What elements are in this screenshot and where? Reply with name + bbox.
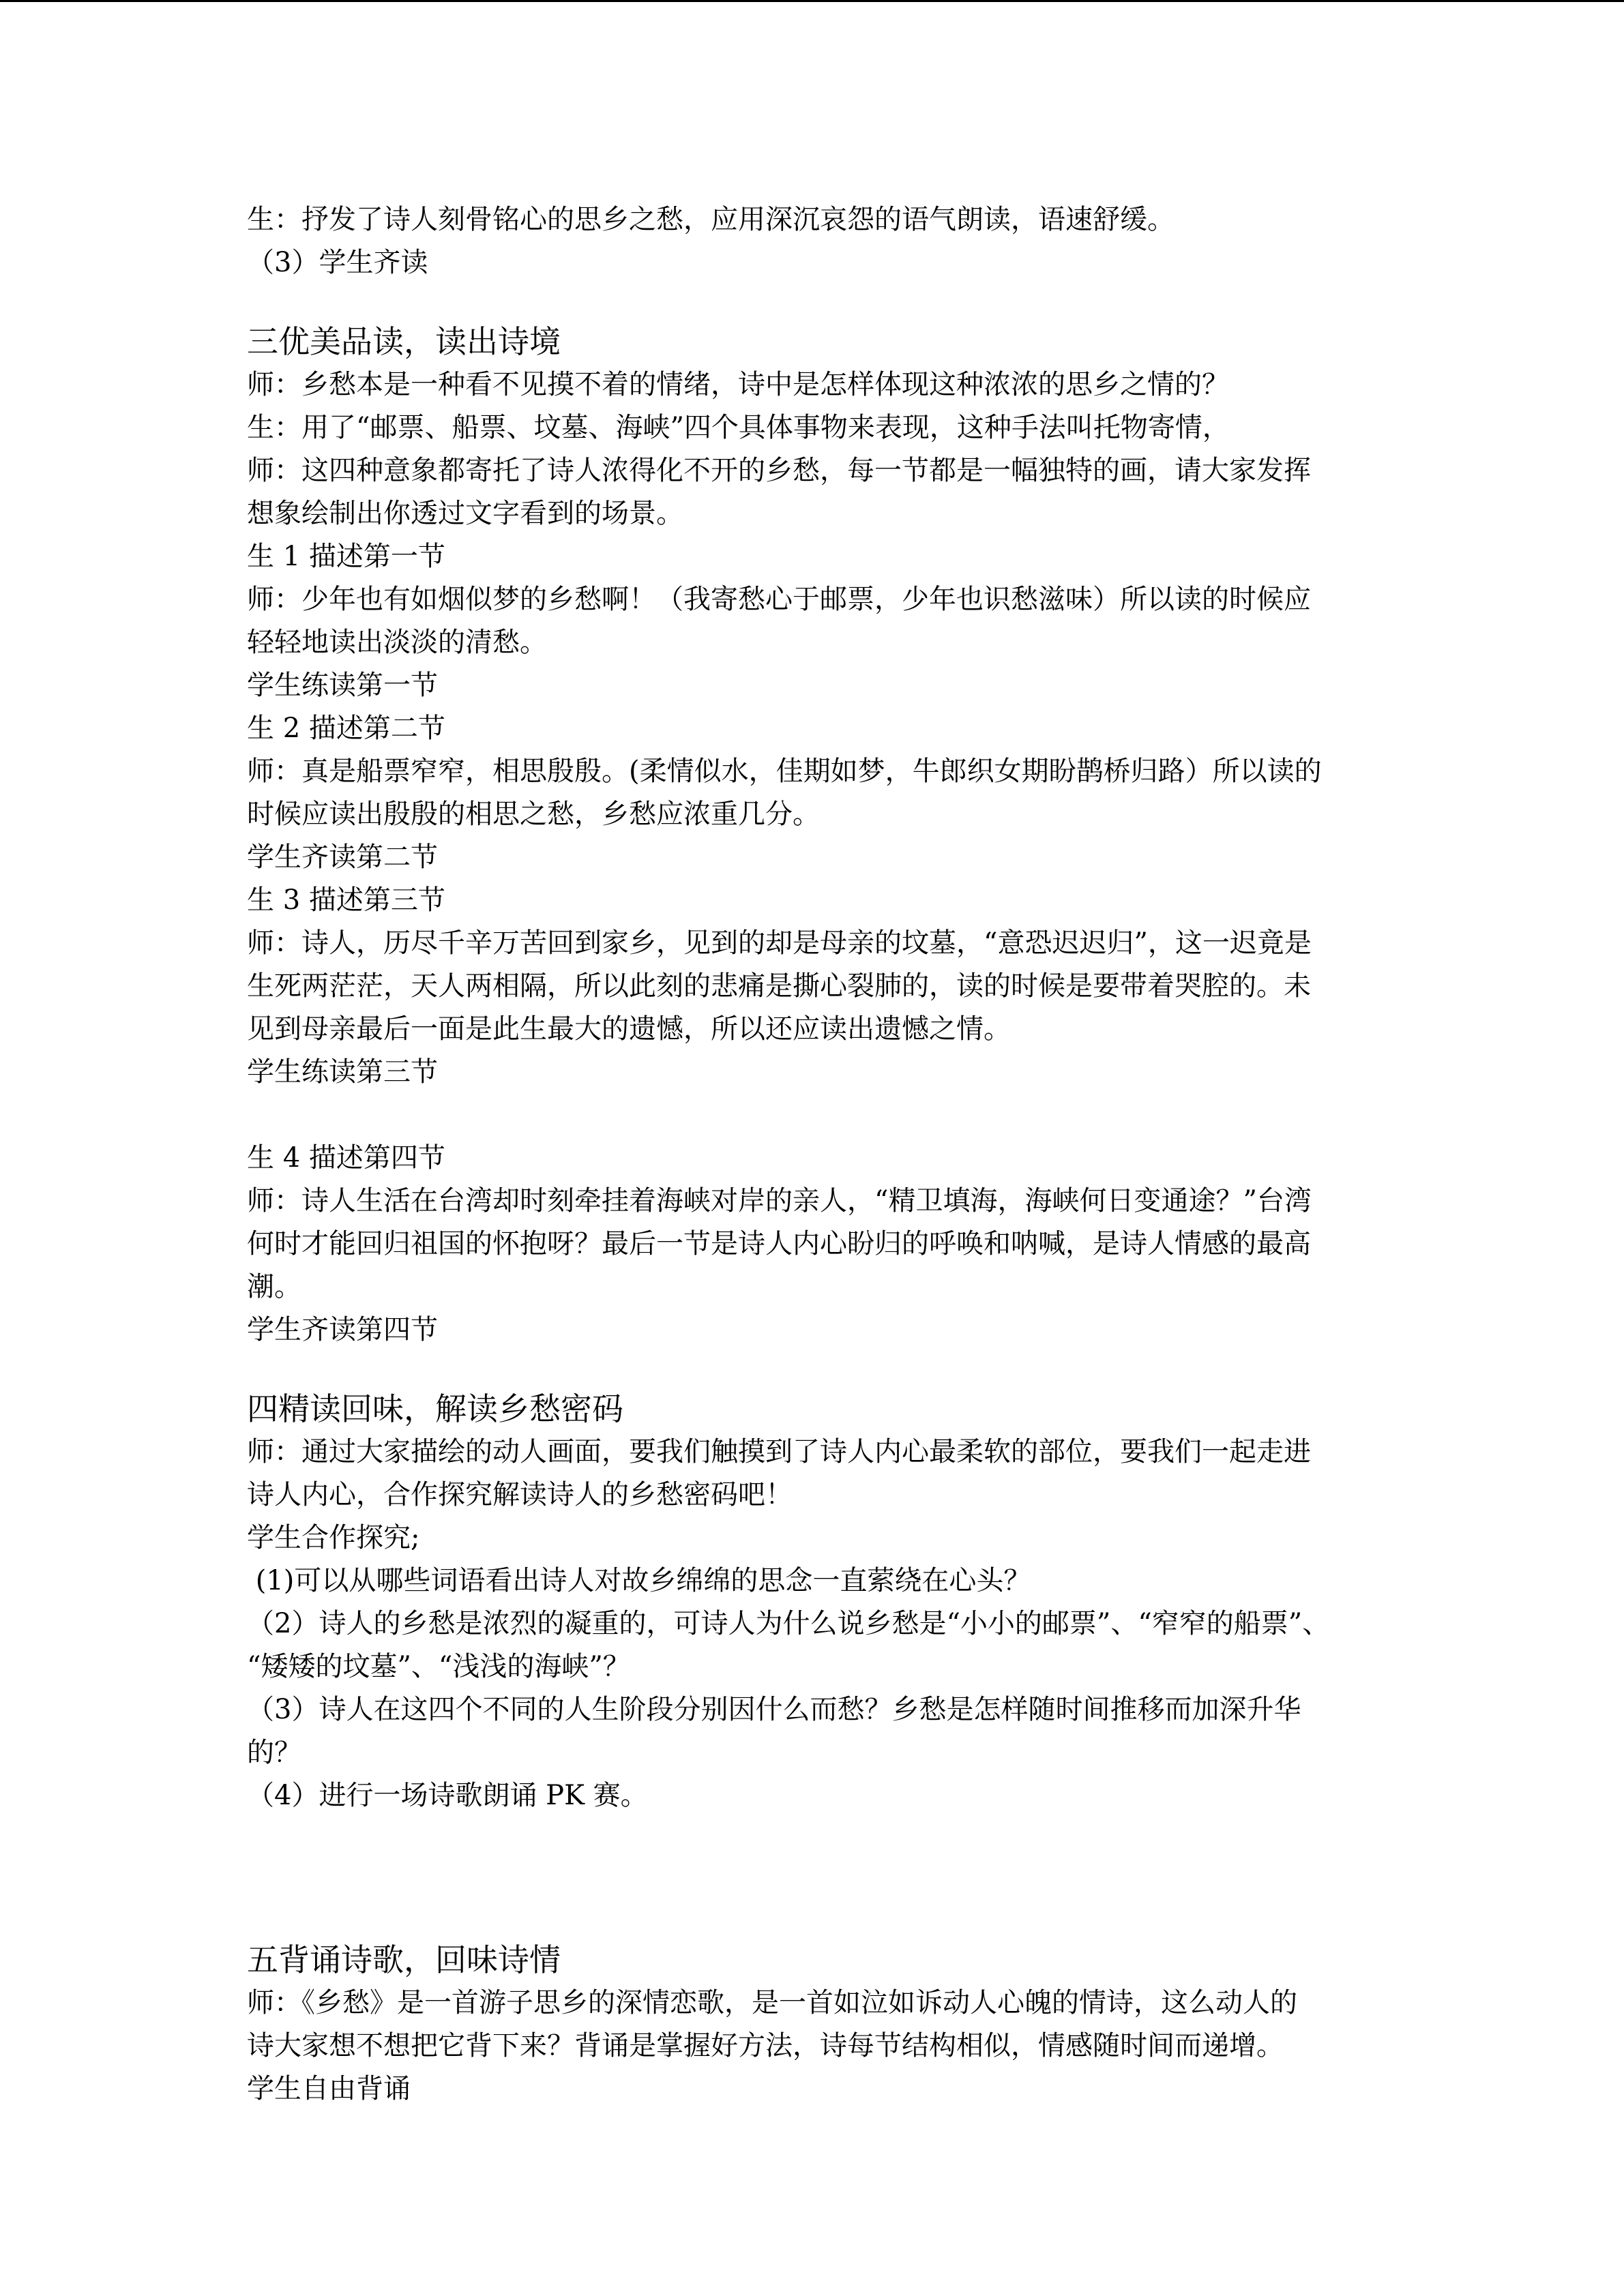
student-describe-line: 生 1 描述第一节 <box>247 541 445 572</box>
student-describe-line: 生 2 描述第二节 <box>247 713 445 744</box>
step-line: （3）学生齐读 <box>247 247 428 278</box>
teacher-line-cont: 诗大家想不想把它背下来？背诵是掌握好方法，诗每节结构相似，情感随时间而递增。 <box>247 2030 1284 2061</box>
section-heading-3: 三优美品读，读出诗境 <box>247 323 561 360</box>
student-describe-line: 生 3 描述第三节 <box>247 884 445 916</box>
activity-line: 学生合作探究; <box>247 1522 420 1553</box>
question-line: （3）诗人在这四个不同的人生阶段分别因什么而愁？乡愁是怎样随时间推移而加深升华 <box>247 1694 1301 1725</box>
reading-line: 学生齐读第二节 <box>247 841 438 873</box>
activity-line: 学生自由背诵 <box>247 2073 411 2104</box>
student-answer-line: 生：用了“邮票、船票、坟墓、海峡”四个具体事物来表现，这种手法叫托物寄情， <box>247 412 1230 443</box>
question-line: （2）诗人的乡愁是浓烈的凝重的，可诗人为什么说乡愁是“小小的邮票”、“窄窄的船票”、 <box>247 1608 1330 1639</box>
reading-line: 学生练读第一节 <box>247 670 438 701</box>
spacer <box>247 1094 1379 1137</box>
document-body <box>247 198 1379 2111</box>
question-line: （4）进行一场诗歌朗诵 PK 赛。 <box>247 1780 648 1811</box>
student-describe-line: 生 4 描述第四节 <box>247 1142 445 1174</box>
teacher-line: 师：《乡愁》是一首游子思乡的深情恋歌，是一首如泣如诉动人心魄的情诗，这么动人的 <box>247 1987 1297 2018</box>
section-heading-5: 五背诵诗歌，回味诗情 <box>247 1941 561 1978</box>
teacher-line-cont: 时候应读出殷殷的相思之愁，乡愁应浓重几分。 <box>247 799 820 830</box>
teacher-line-cont: 何时才能回归祖国的怀抱呀？最后一节是诗人内心盼归的呼唤和呐喊，是诗人情感的最高 <box>247 1228 1311 1259</box>
teacher-line-cont: 想象绘制出你透过文字看到的场景。 <box>247 498 683 529</box>
reading-line: 学生练读第三节 <box>247 1056 438 1088</box>
student-answer-line: 生：抒发了诗人刻骨铭心的思乡之愁，应用深沉哀怨的语气朗读，语速舒缓。 <box>247 204 1175 235</box>
question-line-cont: 的？ <box>247 1737 301 1768</box>
question-line: (1)可以从哪些词语看出诗人对故乡绵绵的思念一直萦绕在心头？ <box>247 1565 1031 1596</box>
spacer <box>247 1817 1379 1903</box>
section-heading-4: 四精读回味，解读乡愁密码 <box>247 1390 623 1427</box>
teacher-line-cont: 潮。 <box>247 1271 301 1302</box>
teacher-line: 师：这四种意象都寄托了诗人浓得化不开的乡愁，每一节都是一幅独特的画，请大家发挥 <box>247 455 1311 486</box>
teacher-line: 师：诗人，历尽千辛万苦回到家乡，见到的却是母亲的坟墓，“意恐迟迟归”，这一迟竟是 <box>247 927 1312 959</box>
teacher-line: 师：少年也有如烟似梦的乡愁啊！（我寄愁心于邮票，少年也识愁滋味）所以读的时候应 <box>247 584 1311 615</box>
teacher-line: 师：通过大家描绘的动人画面，要我们触摸到了诗人内心最柔软的部位，要我们一起走进 <box>247 1436 1311 1467</box>
teacher-line-cont: 生死两茫茫，天人两相隔，所以此刻的悲痛是撕心裂肺的，读的时候是要带着哭腔的。未 <box>247 970 1311 1002</box>
teacher-line-cont: 见到母亲最后一面是此生最大的遗憾，所以还应读出遗憾之情。 <box>247 1013 1011 1045</box>
teacher-line: 师：真是船票窄窄，相思殷殷。(柔情似水，佳期如梦，牛郎织女期盼鹊桥归路）所以读的 <box>247 756 1322 787</box>
teacher-line-cont: 诗人内心，合作探究解读诗人的乡愁密码吧！ <box>247 1479 793 1510</box>
question-line-cont: “矮矮的坟墓”、“浅浅的海峡”？ <box>247 1651 630 1682</box>
reading-line: 学生齐读第四节 <box>247 1314 438 1345</box>
teacher-line-cont: 轻轻地读出淡淡的清愁。 <box>247 627 547 658</box>
teacher-line: 师：诗人生活在台湾却时刻牵挂着海峡对岸的亲人，“精卫填海，海峡何日变通途？”台湾 <box>247 1185 1312 1217</box>
teacher-line: 师：乡愁本是一种看不见摸不着的情绪，诗中是怎样体现这种浓浓的思乡之情的？ <box>247 369 1229 400</box>
